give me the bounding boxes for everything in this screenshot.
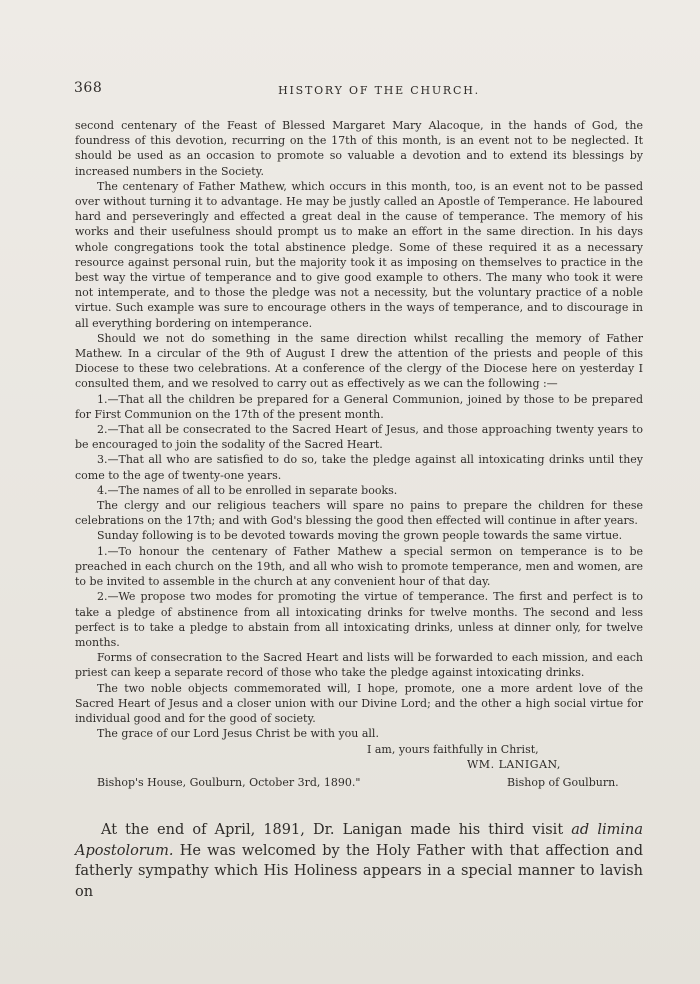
paragraph: Sunday following is to be devoted towards moving the grown people towards the same virtue. xyxy=(97,529,623,543)
page-header xyxy=(74,80,644,102)
paragraph: The clergy and our religious teachers will spare no pains to prepare the children for these celebrations on the 17th; and with God's blessing the good then effected will continue in after years. xyxy=(75,499,643,528)
resolution-item: 4.—The names of all to be enrolled in separate books. xyxy=(97,483,398,497)
paragraph: Should we not do something in the same direction whilst recalling the memory of Father Mathew. In a circular of the 9th of August I drew the attention of the priests and people of this Diocese to these two celebrations. At a conference of the clergy of the Diocese here on yesterday I consulted them, and we resolved to carry out as effectively as we can the following :— xyxy=(75,331,643,391)
narrative-text-start: At the end of April, 1891, Dr. Lanigan made his third visit xyxy=(101,822,572,838)
signature-name: WM. LANIGAN, xyxy=(467,758,561,772)
resolution-item: 1.—To honour the centenary of Father Mathew a special sermon on temperance is to be preached in each church on the 19th, and all who wish to promote temperance, men and women, are to be invited to assemble in the church at any convenient hour of that day. xyxy=(75,544,643,589)
page-number: 368 xyxy=(74,80,103,96)
resolution-item: 2.—That all be consecrated to the Sacred Heart of Jesus, and those approaching twenty years to be encouraged to join the sodality of the Sacred Heart. xyxy=(75,423,643,452)
signature-place-date: Bishop's House, Goulburn, October 3rd, 1890." xyxy=(97,776,361,790)
running-head: HISTORY OF THE CHURCH. xyxy=(278,84,480,97)
paragraph: Forms of consecration to the Sacred Heart and lists will be forwarded to each mission, and each priest can keep a separate record of those who take the pledge against intoxicating drinks. xyxy=(75,651,643,680)
resolution-item: 3.—That all who are satisfied to do so, take the pledge against all intoxicating drinks until they come to the age of twenty-one years. xyxy=(75,453,643,482)
paragraph: second centenary of the Feast of Blessed Margaret Mary Alacoque, in the hands of God, the foundress of this devotion, recurring on the 17th of this month, is an event not to be neglected. It should be used as an occasion to promote so valuable a devotion and to extend its blessings by increased numbers in the Society. xyxy=(75,119,643,178)
letter-body xyxy=(75,118,643,790)
paragraph: The grace of our Lord Jesus Christ be with you all. xyxy=(97,727,379,741)
resolution-item: 1.—That all the children be prepared for a General Communion, joined by those to be prepared for First Communion on the 17th of the present month. xyxy=(75,392,643,421)
paragraph: The two noble objects commemorated will, I hope, promote, one a more ardent love of the Sacred Heart of Jesus and a closer union with our Divine Lord; and the other a high social virtue for individual good and for the good of society. xyxy=(75,681,643,725)
signature-closing: I am, yours faithfully in Christ, xyxy=(367,743,539,757)
signature-title: Bishop of Goulburn. xyxy=(507,776,619,790)
narrative-text-end: He was welcomed by the Holy Father with that affection and fatherly sympathy which His Holiness appears in a special manner to lavish on xyxy=(75,842,643,900)
paragraph: The centenary of Father Mathew, which occurs in this month, too, is an event not to be passed over without turning it to advantage. He may be justly called an Apostle of Temperance. He laboured hard and perseveringly and effected a great deal in the cause of temperance. The memory of his works and their usefulness should prompt us to make an effort in the same direction. In his days whole congregations took the total abstinence pledge. Some of these required it as a necessary resource against personal ruin, but the majority took it as imposing on themselves to practice in the best way the virtue of temperance and to give good example to others. The many who took it were not intemperate, and to those the pledge was not a necessity, but the voluntary practice of a noble virtue. Such example was sure to encourage others in the ways of temperance, and to discourage in all everything bordering on intemperance. xyxy=(75,179,643,330)
narrative-italic-phrase: ad limina Apostolorum. xyxy=(75,822,643,859)
resolution-item: 2.—We propose two modes for promoting the virtue of temperance. The first and perfect is to take a pledge of abstinence from all intoxicating drinks for twelve months. The second and less perfect is to take a pledge to abstain from all intoxicating drinks, unless at dinner only, for twelve months. xyxy=(75,590,643,649)
narrative-paragraph xyxy=(75,820,643,902)
signature-block xyxy=(75,742,643,790)
